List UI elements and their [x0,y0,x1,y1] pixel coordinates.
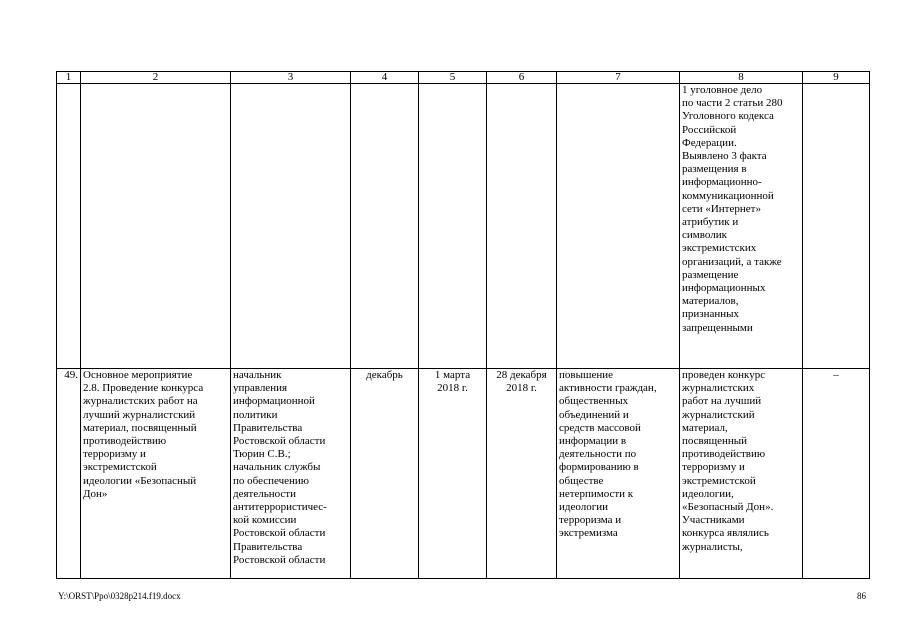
text-line: противодействию [83,435,167,448]
text-line: активности граждан, [559,382,657,395]
end-date-cell [487,369,557,579]
text-line: журналистский [682,408,755,421]
text-line: признанных [682,308,740,321]
text-line: терроризму и [682,461,745,474]
text-line: терроризма и [559,514,622,527]
text-line: журналисты, [682,540,743,553]
text-line: Уголовного кодекса [682,110,774,123]
text-line: журналистских [682,382,755,395]
text-line: журналистских работ на [83,395,198,408]
text-line: формированию в [559,461,639,474]
table-cell [81,84,231,369]
text-line: Федерации. [682,136,737,149]
header-cell: 6 [487,72,557,84]
result-cell [680,369,803,579]
text-line: противодействию [682,448,766,461]
deadline-cell: декабрь [351,369,419,579]
text-line: идеологии, [682,487,734,500]
report-table [56,71,870,579]
responsible-cell [231,369,351,579]
text-line: информационных [682,282,766,295]
text-line: Ростовской области [233,527,326,540]
table-row-continued [57,84,870,369]
text-line: начальник службы [233,461,321,474]
activity-cell [81,369,231,579]
text-line: кой комиссии [233,514,297,527]
text-line: деятельности [233,487,296,500]
start-date-cell [419,369,487,579]
text-line: общественных [559,395,629,408]
text-line: 1 уголовное дело [682,84,763,96]
text-line: организаций, а также [682,255,782,268]
text-line: материал, [682,421,728,434]
text-line: управления [233,382,288,395]
file-path-footer: Y:\ORST\Ppo\0328p214.f19.docx [58,591,181,601]
table-cell [57,84,81,369]
text-line: антитеррористичес- [233,501,327,514]
text-line: 28 декабря [496,369,547,381]
text-line: начальник [233,369,282,381]
header-cell: 9 [803,72,870,84]
text-line: материалов, [682,295,739,308]
text-line: запрещенными [682,321,753,334]
text-line: Ростовской области [233,553,326,566]
text-line: обществе [559,474,604,487]
text-line: 2.8. Проведение конкурса [83,382,204,395]
text-line: Ростовской области [233,435,326,448]
column-number-header [57,72,870,84]
header-cell: 5 [419,72,487,84]
text-line: работ на лучший [682,395,762,408]
text-line: экстремистских [682,242,757,255]
page-number: 86 [857,591,866,601]
text-line: по обеспечению [233,474,310,487]
text-line: экстремистской [83,461,157,474]
text-line: терроризму и [83,448,146,461]
text-line: повышение [559,369,613,381]
text-line: информационной [233,395,315,408]
text-line: Тюрин С.В.; [233,448,291,461]
text-line: деятельности по [559,448,637,461]
table-cell [231,84,351,369]
text-line: Основное мероприятие [83,369,193,381]
text-line: проведен конкурс [682,369,766,381]
table-cell [557,84,680,369]
text-line: лучший журналистский [83,408,196,421]
text-line: нетерпимости к [559,487,634,500]
table-row-49 [57,369,870,579]
text-line: конкурса являлись [682,527,769,540]
text-line: коммуникационной [682,189,774,202]
header-cell: 7 [557,72,680,84]
text-line: размещение [682,268,739,281]
header-cell: 8 [680,72,803,84]
text-line: 2018 г. [437,382,468,395]
text-line: экстремистской [682,474,756,487]
text-line: посвященный [682,435,748,448]
text-line: Правительства [233,540,303,553]
text-line: атрибутик и [682,216,739,229]
expected-result-cell [557,369,680,579]
header-cell: 4 [351,72,419,84]
text-line: информации в [559,435,627,448]
text-line: материал, посвященный [83,421,197,434]
text-line: Российской [682,123,737,136]
table-cell [351,84,419,369]
header-cell: 3 [231,72,351,84]
table-cell [803,84,870,369]
text-line: символик [682,229,727,242]
text-line: информационно- [682,176,762,189]
result-cell [680,84,803,369]
table-cell [419,84,487,369]
table-cell [487,84,557,369]
text-line: политики [233,408,278,421]
text-line: по части 2 статьи 280 [682,97,783,110]
text-line: идеологии «Безопасный [83,474,197,487]
text-line: экстремизма [559,527,618,540]
text-line: сети «Интернет» [682,202,761,215]
text-line: идеологии [559,501,608,514]
note-cell: – [803,369,870,579]
text-line: 2018 г. [506,382,537,395]
header-cell: 2 [81,72,231,84]
text-line: Дон» [83,487,108,500]
row-number-cell: 49. [57,369,81,579]
text-line: «Безопасный Дон». [682,501,774,514]
text-line: размещения в [682,163,747,176]
text-line: объединений и [559,408,629,421]
text-line: Участниками [682,514,745,527]
text-line: 1 марта [434,369,471,381]
text-line: Правительства [233,421,303,434]
header-cell: 1 [57,72,81,84]
text-line: Выявлено 3 факта [682,150,767,163]
text-line: средств массовой [559,421,641,434]
